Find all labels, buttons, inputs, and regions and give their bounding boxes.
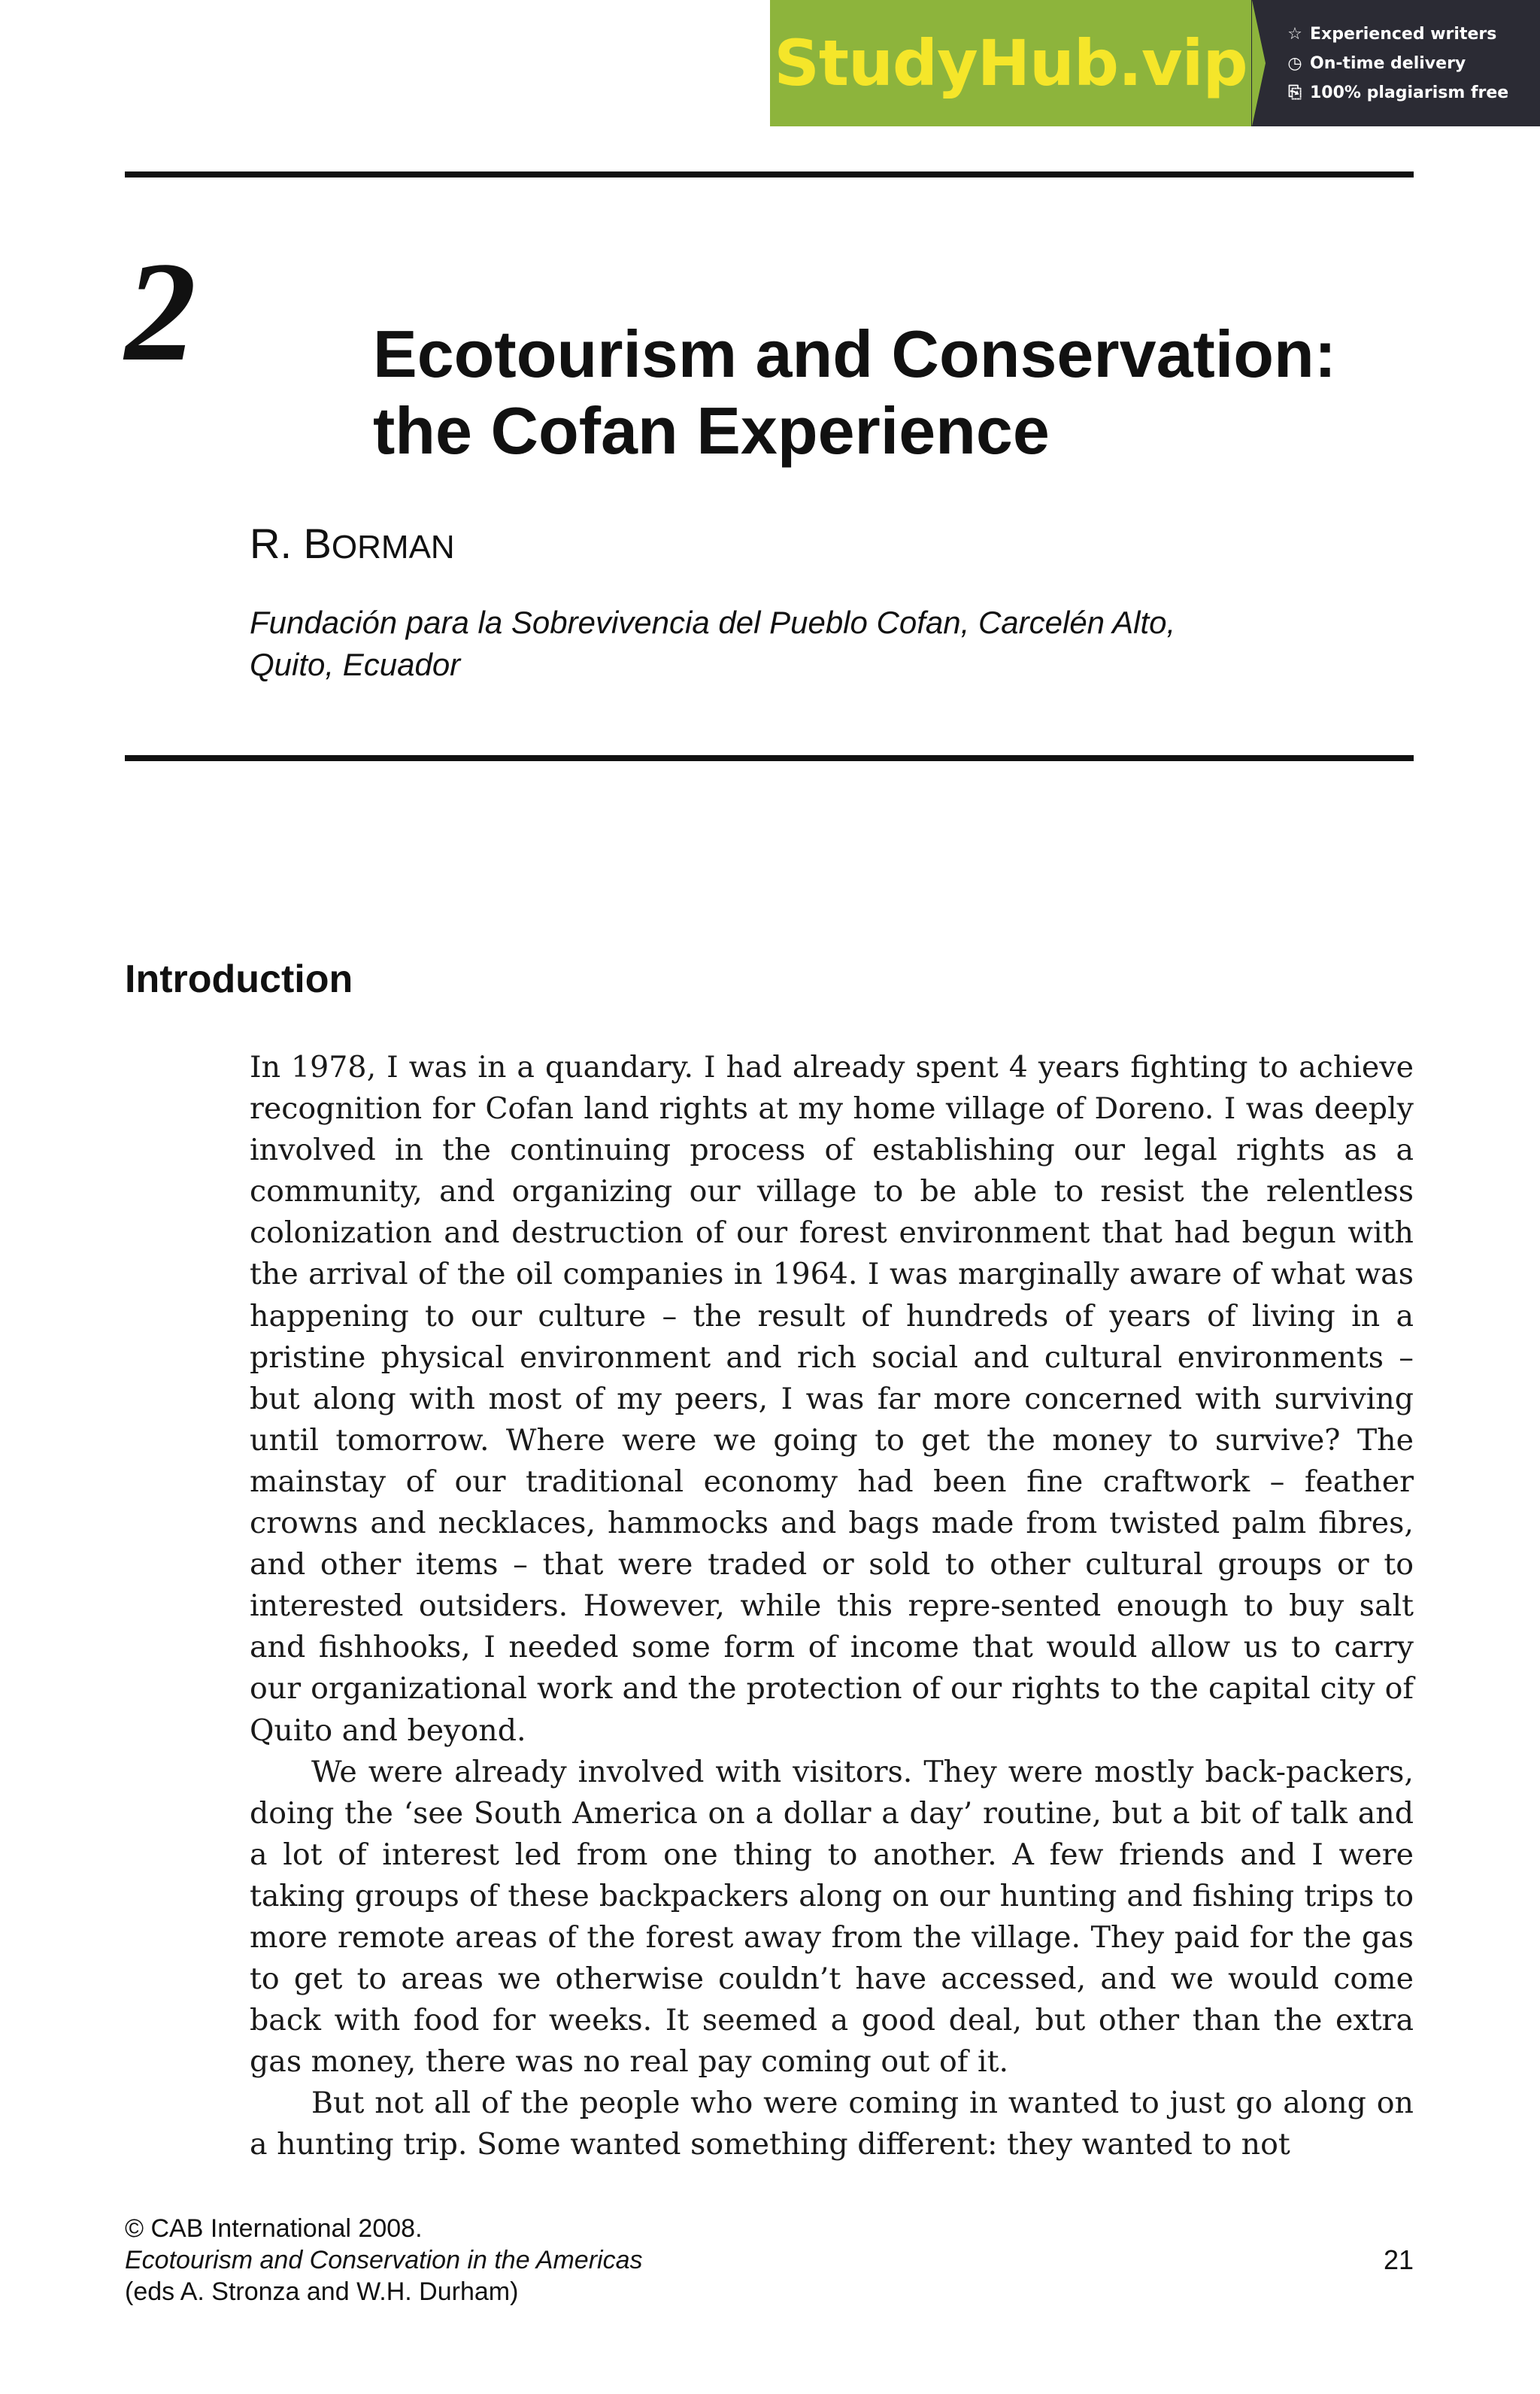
studyhub-banner[interactable] <box>770 0 1540 126</box>
footer-copyright <box>125 2213 643 2308</box>
studyhub-logo[interactable] <box>770 0 1251 126</box>
affiliation-line-2: Quito, Ecuador <box>250 647 461 682</box>
feature-on-time-delivery <box>1286 54 1540 73</box>
copyright-prefix: © CAB International 2008. <box>125 2214 423 2243</box>
copyright-line <box>125 2213 643 2276</box>
feature-experienced-writers <box>1286 25 1540 44</box>
clock-icon: ◷ <box>1287 53 1302 73</box>
page-number: 21 <box>1383 2244 1414 2275</box>
chapter-title <box>373 316 1411 469</box>
editors-line: (eds A. Stronza and W.H. Durham) <box>125 2277 519 2306</box>
star-outline-icon: ☆ <box>1287 24 1302 44</box>
feature-label: 100% plagiarism free <box>1310 83 1509 102</box>
logo-arrow-shape <box>1252 0 1266 126</box>
chapter-title-line-2: the Cofan Experience <box>373 393 1050 468</box>
chapter-number: 2 <box>125 233 196 391</box>
top-rule <box>125 171 1414 178</box>
logo-text: StudyHub.vip <box>774 26 1247 100</box>
author-surname-smallcaps: ORMAN <box>331 529 455 566</box>
book-title: Ecotourism and Conservation in the Americas <box>125 2246 643 2274</box>
author-name <box>250 519 455 568</box>
copy-icon: ⎘ <box>1288 83 1302 102</box>
affiliation-line-1: Fundación para la Sobrevivencia del Pueblo Cofan, Carcelén Alto, <box>250 605 1176 640</box>
feature-label: On-time delivery <box>1310 53 1466 73</box>
paragraph-3: But not all of the people who were coming in wanted to just go along on a hunting trip. Some wanted something different: they wanted to not <box>250 2086 1414 2162</box>
paragraph-1: In 1978, I was in a quandary. I had already spent 4 years fighting to achieve recognition for Cofan land rights at my home village of Doreno. I was deeply involved in the continuing process of establishing our legal rights as a community, and organizing our village to be able to resist the relentless colonization and destruction of our forest environment that had begun with the arrival of the oil companies in 1964. I was marginally aware of what was happening to our culture – the result of hundreds of years of living in a pristine physical environment and rich social and cultural environments – but along with most of my peers, I was far more concerned with surviving until tomorrow. Where were we going to get the money to survive? The mainstay of our traditional economy had been fine craftwork – feather crowns and necklaces, hammocks and bags made from twisted palm fibres, and other items – that were traded or sold to other cultural groups or to interested outsiders. However, while this repre-sented enough to buy salt and fishhooks, I needed some form of income that would allow us to carry our organizational work and the protection of our rights to the capital city of Quito and beyond. <box>250 1050 1414 1748</box>
chapter-title-line-1: Ecotourism and Conservation: <box>373 317 1337 391</box>
paragraph-2: We were already involved with visitors. They were mostly back-packers, doing the ‘see South America on a dollar a day’ routine, but a bit of talk and a lot of interest led from one thing to another. A few friends and I were taking groups of these backpackers along on our hunting and fishing trips to more remote areas of the forest away from the village. They paid for the gas to get to areas we otherwise couldn’t have accessed, and we would come back with food for weeks. It seemed a good deal, but other than the extra gas money, there was no real pay coming out of it. <box>250 1754 1414 2080</box>
author-affiliation <box>250 602 1378 686</box>
banner-features <box>1251 0 1540 126</box>
feature-plagiarism-free <box>1286 83 1540 102</box>
header-bottom-rule <box>125 755 1414 761</box>
body-text <box>250 1047 1414 2166</box>
section-heading: Introduction <box>125 957 353 1001</box>
author-initial: R. B <box>250 520 332 567</box>
feature-label: Experienced writers <box>1310 24 1497 44</box>
